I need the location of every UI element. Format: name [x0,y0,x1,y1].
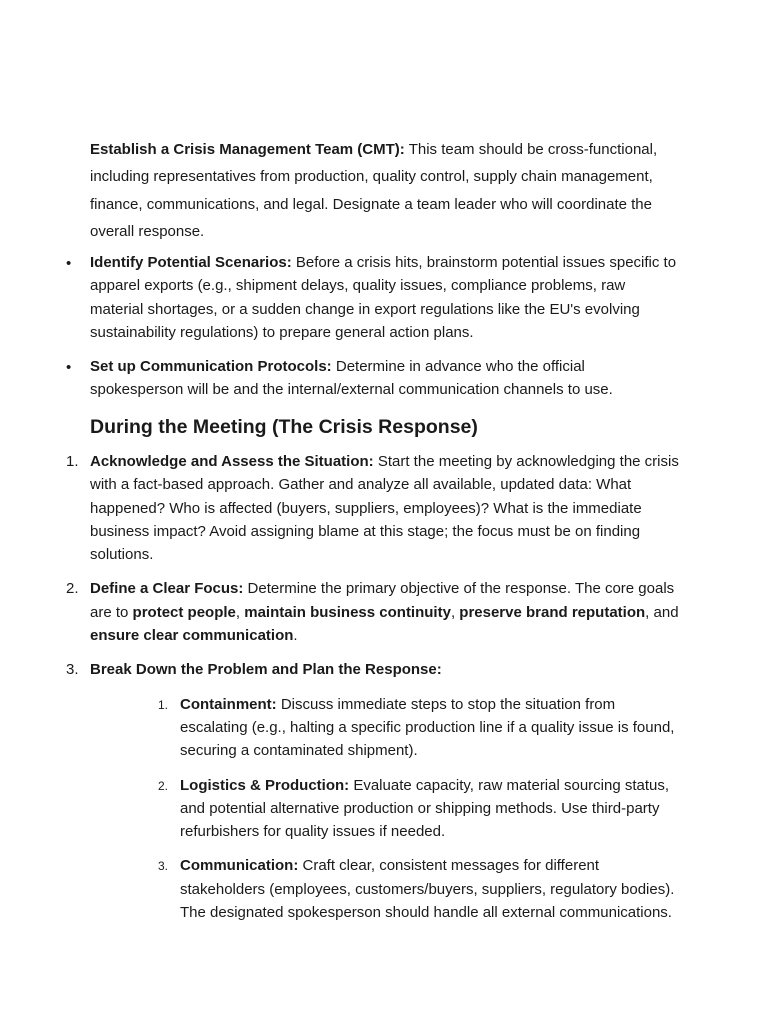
substep-number: 3. [158,859,169,874]
step-label: Define a Clear Focus: [90,580,244,598]
step-item-assess [66,450,682,566]
substep-label: Logistics & Production: [180,776,350,794]
bullet-label: Set up Communication Protocols: [90,358,332,376]
step-label: Acknowledge and Assess the Situation: [90,453,374,470]
goal-separator: , [235,603,245,621]
step-item-focus [66,577,682,647]
step-number: 1. [66,453,79,470]
step-label: Break Down the Problem and Plan the Response: [90,661,442,679]
goal-protect-people: protect people [132,603,236,621]
response-step-list [66,450,682,924]
step-text-end: . [293,627,298,645]
bullet-item-scenarios [90,251,680,344]
goal-separator: , and [645,603,679,621]
goal-brand-reputation: preserve brand reputation [459,603,646,621]
preparation-bullet-list [90,251,680,402]
goal-separator: , [450,603,460,621]
intro-label: Establish a Crisis Management Team (CMT): [90,141,405,158]
substep-item-containment [158,693,680,763]
substep-number: 2. [158,778,169,793]
intro-text: This team should be cross-functional, including representatives from production, quality control, supply chain management, finance, communications, and legal. Designate a team leader who will coordinate the overall response. [90,141,658,240]
substep-text: Discuss immediate steps to stop the situation from escalating (e.g., halting a specific production line if a quality issue is found, securing a contaminated shipment). [180,695,675,760]
bullet-text: Before a crisis hits, brainstorm potential issues specific to apparel exports (e.g., shipment delays, quality issues, compliance problems, raw material shortages, or a sudden change in export regulations like the EU's evolving sustainability regulations) to prepare general action plans. [90,254,677,341]
substep-item-communication [158,854,680,924]
intro-paragraph [90,136,680,245]
substep-number: 1. [158,697,169,712]
bullet-text: Determine in advance who the official spokesperson will be and the internal/external communication channels to use. [90,358,613,399]
bullet-item-protocols [90,355,680,402]
step-item-plan [66,658,682,924]
step-number: 3. [66,661,79,679]
goal-clear-communication: ensure clear communication [90,627,294,645]
step-text: Determine the primary objective of the response. The core goals are to [90,580,675,621]
goal-business-continuity: maintain business continuity [244,603,451,621]
substep-label: Containment: [180,695,277,713]
substep-item-logistics [158,774,680,844]
section-heading: During the Meeting (The Crisis Response) [90,416,478,438]
bullet-label: Identify Potential Scenarios: [90,254,292,271]
substep-text: Craft clear, consistent messages for different stakeholders (employees, customers/buyers, suppliers, regulatory bodies). The designated spokesperson should handle all external communications. [180,857,675,922]
step-text: Start the meeting by acknowledging the crisis with a fact-based approach. Gather and analyze all available, updated data: What happened? Who is affected (buyers, suppliers, employees)? What is the immediate business impact? Avoid assigning blame at this stage; the focus must be on finding solutions. [90,453,679,564]
plan-substep-list [158,693,680,925]
substep-label: Communication: [180,857,299,875]
substep-text: Evaluate capacity, raw material sourcing status, and potential alternative production or shipping methods. Use third-party refurbishers for quality issues if needed. [180,776,670,841]
step-number: 2. [66,580,79,598]
